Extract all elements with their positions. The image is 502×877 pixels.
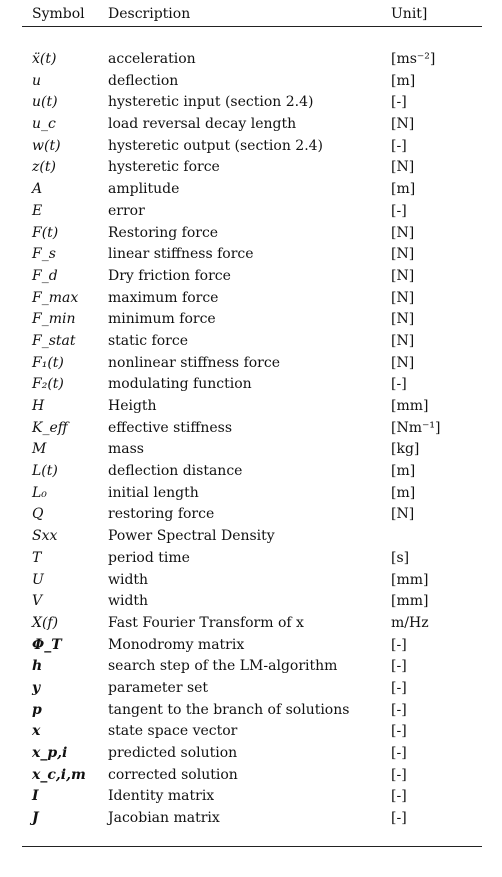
row-description: width <box>108 571 149 588</box>
table-row <box>0 743 502 765</box>
row-unit: [-] <box>391 202 407 219</box>
row-unit: [mm] <box>391 398 429 414</box>
row-symbol: u_c <box>32 116 56 133</box>
row-symbol: F_min <box>32 311 76 328</box>
table-row <box>0 461 502 483</box>
row-description: acceleration <box>108 51 196 67</box>
row-unit: [m] <box>391 484 416 501</box>
row-symbol: T <box>32 549 42 566</box>
row-symbol: Φ_T <box>32 636 62 653</box>
row-description: Restoring force <box>108 224 219 241</box>
table-row <box>0 288 502 310</box>
row-description: minimum force <box>108 311 216 328</box>
row-symbol: F_s <box>32 246 56 263</box>
row-unit: [N] <box>391 267 415 284</box>
table-row <box>0 721 502 743</box>
row-description: Jacobian matrix <box>108 810 220 827</box>
row-symbol: ẍ(t) <box>32 51 57 67</box>
row-symbol: F₁(t) <box>32 354 64 371</box>
table-row <box>0 396 502 418</box>
row-unit: [-] <box>391 745 407 761</box>
row-unit: m/Hz <box>391 614 429 631</box>
table-row <box>0 244 502 266</box>
table-row <box>0 92 502 114</box>
row-unit: [ms⁻²] <box>391 51 436 67</box>
row-symbol: F₂(t) <box>32 376 64 393</box>
row-symbol: x_c,i,m <box>32 766 86 783</box>
row-description: amplitude <box>108 181 180 198</box>
table-row <box>0 201 502 223</box>
row-unit: [N] <box>391 332 415 349</box>
row-unit: [-] <box>391 636 407 653</box>
row-description: hysteretic force <box>108 159 220 176</box>
table-row <box>0 71 502 93</box>
row-unit: [mm] <box>391 571 429 588</box>
row-description: Power Spectral Density <box>108 528 275 545</box>
row-symbol: x <box>32 723 41 740</box>
row-symbol: F_max <box>32 289 79 306</box>
table-row <box>0 635 502 657</box>
table-row <box>0 808 502 830</box>
row-unit: [-] <box>391 810 407 827</box>
row-description: corrected solution <box>108 766 238 783</box>
row-symbol: H <box>32 398 45 414</box>
table-row <box>0 266 502 288</box>
row-description: state space vector <box>108 723 238 740</box>
row-description: search step of the LM-algorithm <box>108 658 338 675</box>
row-symbol: I <box>32 788 39 805</box>
row-unit: [m] <box>391 72 416 89</box>
row-symbol: F_stat <box>32 332 76 349</box>
row-description: maximum force <box>108 289 219 306</box>
row-description: deflection distance <box>108 463 243 480</box>
table-row <box>0 439 502 461</box>
row-description: predicted solution <box>108 745 238 761</box>
row-symbol: y <box>32 679 41 696</box>
row-unit: [-] <box>391 94 407 111</box>
row-description: Dry friction force <box>108 267 231 284</box>
row-unit: [-] <box>391 701 407 718</box>
row-symbol: L₀ <box>32 484 47 501</box>
table-row <box>0 786 502 808</box>
row-unit: [-] <box>391 723 407 740</box>
row-unit: [N] <box>391 224 415 241</box>
table-row <box>0 483 502 505</box>
table-row <box>0 613 502 635</box>
header-symbol: Symbol <box>32 6 85 22</box>
row-description: Monodromy matrix <box>108 636 245 653</box>
row-unit: [mm] <box>391 593 429 610</box>
row-unit: [-] <box>391 766 407 783</box>
table-row <box>0 570 502 592</box>
row-description: Fast Fourier Transform of x <box>108 614 304 631</box>
row-unit: [-] <box>391 679 407 696</box>
header-description: Description <box>108 6 191 22</box>
row-description: deflection <box>108 72 179 89</box>
row-unit: [N] <box>391 289 415 306</box>
table-row <box>0 157 502 179</box>
header-unit: Unit] <box>391 6 428 22</box>
row-symbol: z(t) <box>32 159 56 176</box>
row-symbol: u(t) <box>32 94 58 111</box>
row-unit: [N] <box>391 246 415 263</box>
row-unit: [-] <box>391 376 407 393</box>
row-symbol: p <box>32 701 42 718</box>
table-header <box>0 6 502 26</box>
row-description: effective stiffness <box>108 419 233 436</box>
row-unit: [N] <box>391 159 415 176</box>
table-row <box>0 504 502 526</box>
top-rule <box>22 26 482 27</box>
table-row <box>0 526 502 548</box>
row-description: restoring force <box>108 506 215 523</box>
row-symbol: Sxx <box>32 528 58 545</box>
row-description: linear stiffness force <box>108 246 254 263</box>
table-row <box>0 309 502 331</box>
row-description: tangent to the branch of solutions <box>108 701 350 718</box>
row-description: Heigth <box>108 398 157 414</box>
table-row <box>0 700 502 722</box>
row-symbol: h <box>32 658 43 675</box>
table-row <box>0 331 502 353</box>
row-unit: [m] <box>391 463 416 480</box>
row-symbol: X(f) <box>32 614 59 631</box>
row-description: period time <box>108 549 190 566</box>
table-row <box>0 548 502 570</box>
row-unit: [-] <box>391 137 407 154</box>
row-unit: [Nm⁻¹] <box>391 419 441 436</box>
row-description: parameter set <box>108 679 209 696</box>
table-row <box>0 656 502 678</box>
row-symbol: V <box>32 593 43 610</box>
row-unit: [N] <box>391 116 415 133</box>
table-row <box>0 418 502 440</box>
bottom-rule <box>22 846 482 847</box>
table-row <box>0 49 502 71</box>
table-row <box>0 591 502 613</box>
row-unit: [N] <box>391 354 415 371</box>
row-symbol: u <box>32 72 42 89</box>
row-symbol: x_p,i <box>32 745 68 761</box>
row-description: error <box>108 202 145 219</box>
row-unit: [-] <box>391 788 407 805</box>
row-symbol: J <box>32 810 39 827</box>
row-unit: [-] <box>391 658 407 675</box>
row-symbol: U <box>32 571 44 588</box>
row-symbol: w(t) <box>32 137 61 154</box>
table-row <box>0 765 502 787</box>
row-unit: [m] <box>391 181 416 198</box>
row-description: Identity matrix <box>108 788 215 805</box>
row-symbol: M <box>32 441 47 458</box>
table-row <box>0 374 502 396</box>
row-description: initial length <box>108 484 199 501</box>
row-symbol: L(t) <box>32 463 58 480</box>
row-symbol: F(t) <box>32 224 59 241</box>
row-description: modulating function <box>108 376 252 393</box>
table-row <box>0 179 502 201</box>
row-symbol: K_eff <box>32 419 68 436</box>
row-symbol: E <box>32 202 43 219</box>
table-row <box>0 223 502 245</box>
row-description: nonlinear stiffness force <box>108 354 280 371</box>
row-symbol: F_d <box>32 267 58 284</box>
row-symbol: Q <box>32 506 44 523</box>
row-unit: [N] <box>391 311 415 328</box>
row-symbol: A <box>32 181 43 198</box>
symbol-table <box>0 49 502 830</box>
row-unit: [N] <box>391 506 415 523</box>
row-unit: [kg] <box>391 441 420 458</box>
row-description: hysteretic output (section 2.4) <box>108 137 324 154</box>
row-description: static force <box>108 332 188 349</box>
row-description: hysteretic input (section 2.4) <box>108 94 314 111</box>
row-description: mass <box>108 441 144 458</box>
row-unit: [s] <box>391 549 410 566</box>
table-row <box>0 114 502 136</box>
table-row <box>0 353 502 375</box>
table-row <box>0 678 502 700</box>
row-description: width <box>108 593 149 610</box>
table-row <box>0 136 502 158</box>
row-description: load reversal decay length <box>108 116 297 133</box>
